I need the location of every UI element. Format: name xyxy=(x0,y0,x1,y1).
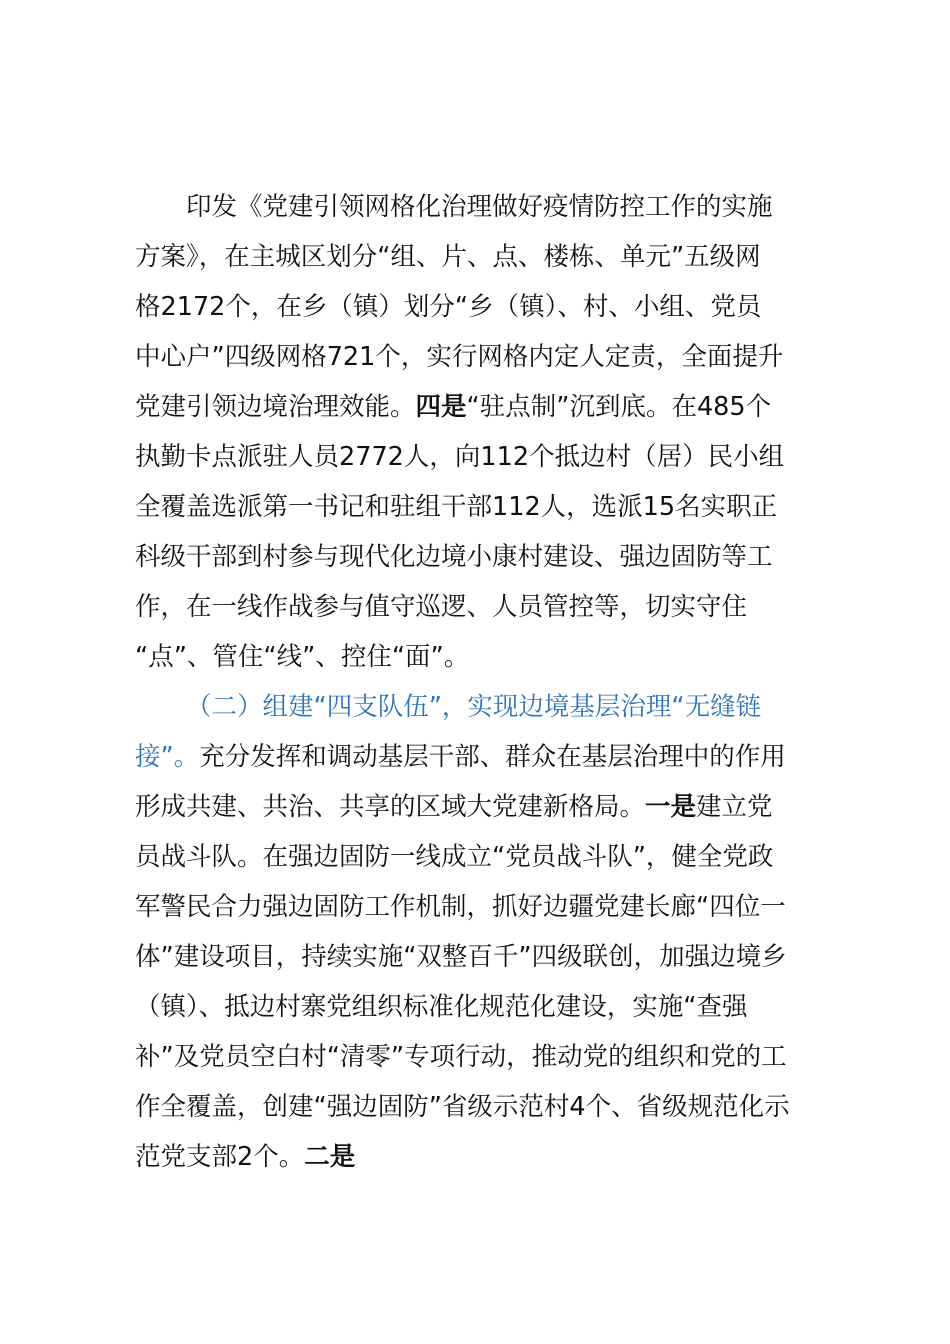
paragraph-line xyxy=(135,982,747,1032)
paragraph-line xyxy=(186,182,773,232)
text-run: “驻点制”沉到底。在485个 xyxy=(466,392,772,422)
paragraph-line xyxy=(135,582,747,632)
bold-run: 一是 xyxy=(645,792,697,822)
text-run: 建立党 xyxy=(696,792,773,822)
text-run: 党建引领边境治理效能。 xyxy=(135,392,416,422)
text-run: 充分发挥和调动基层干部、群众在基层治理中的作用 xyxy=(199,742,786,772)
text-run: 作全覆盖，创建“强边固防”省级示范村4个、省级规范化示 xyxy=(135,1092,790,1122)
paragraph-line xyxy=(135,532,773,582)
paragraph-line xyxy=(135,432,784,482)
text-run: 印发《党建引领网格化治理做好疫情防控工作的实施 xyxy=(186,192,773,222)
text-run: 全覆盖选派第一书记和驻组干部112人，选派15名实职正 xyxy=(135,492,778,522)
paragraph-line xyxy=(135,1032,787,1082)
paragraph-line xyxy=(135,782,773,832)
paragraph-line xyxy=(135,382,771,432)
text-run: 方案》，在主城区划分“组、片、点、楼栋、单元”五级网 xyxy=(135,242,761,272)
paragraph-line xyxy=(135,932,787,982)
paragraph-line xyxy=(135,732,786,782)
text-run: 中心户”四级网格721个，实行网格内定人定责，全面提升 xyxy=(135,342,784,372)
text-run: 作，在一线作战参与值守巡逻、人员管控等，切实守住 xyxy=(135,592,748,622)
paragraph-line xyxy=(135,232,761,282)
section-heading: （二）组建“四支队伍”，实现边境基层治理“无缝链 xyxy=(186,692,762,722)
text-run: 补”及党员空白村“清零”专项行动，推动党的组织和党的工 xyxy=(135,1042,787,1072)
section-heading-line xyxy=(186,682,761,732)
section-heading-end: 接”。 xyxy=(135,742,200,772)
paragraph-line xyxy=(135,482,777,532)
text-run: 执勤卡点派驻人员2772人，向112个抵边村（居）民小组 xyxy=(135,442,785,472)
paragraph-line xyxy=(135,632,469,682)
paragraph-line xyxy=(135,1132,355,1182)
paragraph-line xyxy=(135,282,761,332)
text-run: （镇）、抵边村寨党组织标准化规范化建设，实施“查强 xyxy=(135,992,748,1022)
paragraph-line xyxy=(135,1082,790,1132)
bold-run: 二是 xyxy=(304,1142,356,1172)
text-run: 员战斗队。在强边固防一线成立“党员战斗队”，健全党政 xyxy=(135,842,774,872)
paragraph-line xyxy=(135,882,786,932)
text-run: 范党支部2个。 xyxy=(135,1142,305,1172)
text-run: 形成共建、共治、共享的区域大党建新格局。 xyxy=(135,792,646,822)
paragraph-line xyxy=(135,332,783,382)
text-run: 体”建设项目，持续实施“双整百千”四级联创，加强边境乡 xyxy=(135,942,787,972)
bold-run: 四是 xyxy=(415,392,467,422)
text-run: 军警民合力强边固防工作机制，抓好边疆党建长廊“四位一 xyxy=(135,892,786,922)
text-run: 格2172个，在乡（镇）划分“乡（镇）、村、小组、党员 xyxy=(135,292,762,322)
text-run: 科级干部到村参与现代化边境小康村建设、强边固防等工 xyxy=(135,542,773,572)
paragraph-line xyxy=(135,832,773,882)
text-run: “点”、管住“线”、控住“面”。 xyxy=(135,642,470,672)
